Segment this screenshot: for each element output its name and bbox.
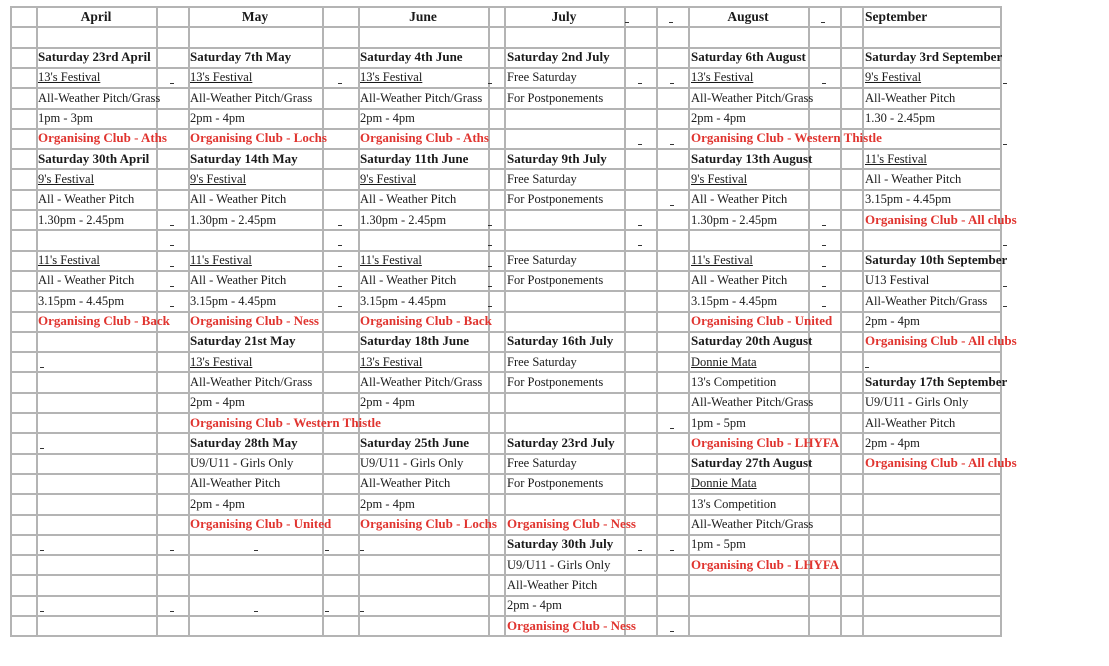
may-event-name: 11's Festival	[190, 253, 252, 268]
july-schedule-text: Free Saturday	[507, 253, 577, 268]
september-schedule-text: U13 Festival	[865, 273, 930, 288]
cell-marker	[822, 225, 826, 226]
august-schedule-text: 13's Competition	[691, 374, 777, 389]
may-schedule-text: All - Weather Pitch	[190, 192, 287, 207]
cell-marker	[488, 286, 492, 287]
month-header-september: September	[865, 9, 928, 24]
july-schedule-text: Free Saturday	[507, 354, 577, 369]
april-organising-club: Organising Club - Aths	[38, 130, 167, 146]
cell-marker	[488, 266, 492, 267]
grid-column-line	[688, 6, 690, 637]
grid-row-line	[10, 108, 1002, 110]
cell-marker	[488, 225, 492, 226]
may-fixture-date: Saturday 7th May	[190, 49, 292, 65]
july-organising-club: Organising Club - Ness	[507, 516, 636, 531]
april-fixture-date: Saturday 23rd April	[38, 49, 151, 65]
cell-marker	[488, 83, 492, 84]
june-schedule-text: All-Weather Pitch	[360, 476, 451, 491]
september-organising-club: Organising Club - All clubs	[865, 333, 1017, 349]
july-schedule-text: For Postponements	[507, 273, 604, 288]
july-fixture-date: Saturday 30th July	[507, 536, 614, 552]
cell-marker	[822, 306, 826, 307]
cell-marker	[338, 286, 342, 287]
grid-row-line	[10, 595, 1002, 597]
grid-row-line	[10, 250, 1002, 252]
june-schedule-text: All - Weather Pitch	[360, 273, 457, 288]
grid-row-line	[10, 432, 1002, 434]
august-fixture-date: Saturday 13th August	[691, 150, 813, 166]
grid-row-line	[10, 168, 1002, 170]
cell-marker	[488, 245, 492, 246]
april-schedule-text: All - Weather Pitch	[38, 273, 135, 288]
cell-marker	[638, 245, 642, 246]
august-schedule-text: All - Weather Pitch	[691, 273, 788, 288]
september-event-name: 9's Festival	[865, 70, 922, 85]
september-schedule-text: All-Weather Pitch/Grass	[865, 293, 988, 308]
grid-column-line	[656, 6, 658, 637]
july-schedule-text: Free Saturday	[507, 70, 577, 85]
cell-marker	[822, 266, 826, 267]
grid-column-line	[840, 6, 842, 637]
month-header-may: May	[241, 9, 269, 24]
may-event-name: 13's Festival	[190, 354, 253, 369]
cell-marker	[40, 550, 44, 551]
september-schedule-text: All-Weather Pitch	[865, 415, 956, 430]
june-organising-club: Organising Club - Aths	[360, 130, 489, 146]
grid-row-line	[10, 493, 1002, 495]
cell-marker	[1003, 306, 1007, 307]
cell-marker	[488, 306, 492, 307]
june-event-name: 11's Festival	[360, 253, 422, 268]
may-schedule-text: All - Weather Pitch	[190, 273, 287, 288]
cell-marker	[170, 286, 174, 287]
april-organising-club: Organising Club - Back	[38, 313, 170, 328]
grid-row-line	[10, 290, 1002, 292]
june-schedule-text: 2pm - 4pm	[360, 395, 415, 410]
cell-marker	[170, 266, 174, 267]
cell-marker	[822, 245, 826, 246]
august-schedule-text: 1pm - 5pm	[691, 415, 746, 430]
june-event-name: 13's Festival	[360, 354, 423, 369]
cell-marker	[170, 611, 174, 612]
cell-marker	[338, 83, 342, 84]
cell-marker	[669, 22, 673, 23]
september-fixture-date: Saturday 17th September	[865, 373, 1008, 389]
grid-row-line	[10, 371, 1002, 373]
june-schedule-text: 2pm - 4pm	[360, 496, 415, 511]
may-schedule-text: All-Weather Pitch/Grass	[190, 90, 313, 105]
cell-marker	[170, 306, 174, 307]
june-event-name: 13's Festival	[360, 70, 423, 85]
september-schedule-text: 2pm - 4pm	[865, 314, 920, 328]
august-organising-club: Organising Club - LHYFA	[691, 434, 840, 450]
cell-marker	[170, 225, 174, 226]
cell-marker	[670, 83, 674, 84]
august-schedule-text: All-Weather Pitch/Grass	[691, 90, 814, 105]
july-fixture-date: Saturday 9th July	[507, 150, 607, 166]
june-organising-club: Organising Club - Back	[360, 313, 492, 328]
cell-marker	[338, 225, 342, 226]
month-header-july: July	[551, 9, 577, 24]
cell-marker	[638, 83, 642, 84]
april-event-name: 13's Festival	[38, 70, 101, 85]
grid-row-line	[10, 351, 1002, 353]
may-schedule-text: 3.15pm - 4.45pm	[190, 293, 277, 308]
may-organising-club: Organising Club - Lochs	[190, 130, 327, 146]
august-schedule-text: 13's Competition	[691, 496, 777, 511]
may-fixture-date: Saturday 28th May	[190, 434, 298, 450]
june-schedule-text: All-Weather Pitch/Grass	[360, 90, 483, 105]
july-schedule-text: For Postponements	[507, 374, 604, 389]
june-schedule-text: 1.30pm - 2.45pm	[360, 212, 447, 227]
august-schedule-text: All - Weather Pitch	[691, 192, 788, 207]
may-schedule-text: All-Weather Pitch	[190, 476, 281, 491]
grid-row-line	[10, 412, 1002, 414]
cell-marker	[638, 144, 642, 145]
grid-row-line	[10, 47, 1002, 49]
may-fixture-date: Saturday 21st May	[190, 333, 296, 349]
july-schedule-text: All-Weather Pitch	[507, 577, 598, 592]
grid-row-line	[10, 148, 1002, 150]
august-schedule-text: 1pm - 5pm	[691, 537, 746, 552]
july-fixture-date: Saturday 2nd July	[507, 49, 610, 65]
grid-row-line	[10, 514, 1002, 516]
september-organising-club: Organising Club - All clubs	[865, 211, 1017, 227]
september-fixture-date: Saturday 3rd September	[865, 49, 1003, 65]
may-schedule-text: All-Weather Pitch/Grass	[190, 374, 313, 389]
grid-row-line	[10, 189, 1002, 191]
cell-marker	[40, 611, 44, 612]
cell-marker	[638, 550, 642, 551]
grid-row-line	[10, 534, 1002, 536]
june-fixture-date: Saturday 25th June	[360, 434, 470, 450]
july-schedule-text: For Postponements	[507, 90, 604, 105]
grid-column-line	[624, 6, 626, 637]
cell-marker	[338, 266, 342, 267]
grid-row-line	[10, 574, 1002, 576]
june-schedule-text: 2pm - 4pm	[360, 111, 415, 125]
month-header-august: August	[727, 9, 769, 24]
june-event-name: 9's Festival	[360, 171, 417, 186]
may-organising-club: Organising Club - Ness	[190, 313, 319, 328]
august-organising-club: Organising Club - LHYFA	[691, 556, 840, 572]
cell-marker	[822, 83, 826, 84]
cell-marker	[254, 611, 258, 612]
june-schedule-text: All-Weather Pitch/Grass	[360, 374, 483, 389]
august-organising-club: Organising Club - Western Thistle	[691, 130, 882, 146]
may-schedule-text: U9/U11 - Girls Only	[190, 456, 294, 471]
cell-marker	[1003, 83, 1007, 84]
april-schedule-text: All - Weather Pitch	[38, 192, 135, 207]
may-schedule-text: 2pm - 4pm	[190, 111, 245, 125]
may-organising-club: Organising Club - United	[190, 516, 332, 531]
cell-marker	[1003, 245, 1007, 246]
august-fixture-date: Saturday 6th August	[691, 49, 806, 65]
cell-marker	[338, 245, 342, 246]
april-schedule-text: 1pm - 3pm	[38, 111, 93, 125]
cell-marker	[670, 205, 674, 206]
cell-marker	[670, 144, 674, 145]
cell-marker	[1003, 144, 1007, 145]
august-event-name: 9's Festival	[691, 171, 748, 186]
june-schedule-text: All - Weather Pitch	[360, 192, 457, 207]
cell-marker	[360, 550, 364, 551]
grid-row-line	[10, 635, 1002, 637]
august-schedule-text: All-Weather Pitch/Grass	[691, 395, 814, 410]
august-event-name: 13's Festival	[691, 70, 754, 85]
august-schedule-text: 2pm - 4pm	[691, 111, 746, 125]
may-event-name: 9's Festival	[190, 171, 247, 186]
september-schedule-text: 2pm - 4pm	[865, 435, 920, 450]
august-fixture-date: Saturday 20th August	[691, 333, 813, 349]
grid-column-line	[322, 6, 324, 637]
grid-row-line	[10, 209, 1002, 211]
july-schedule-text: Free Saturday	[507, 171, 577, 186]
grid-row-line	[10, 473, 1002, 475]
cell-marker	[670, 428, 674, 429]
april-schedule-text: 1.30pm - 2.45pm	[38, 212, 125, 227]
cell-marker	[254, 550, 258, 551]
grid-row-line	[10, 270, 1002, 272]
cell-marker	[625, 22, 629, 23]
july-schedule-text: U9/U11 - Girls Only	[507, 557, 611, 572]
september-schedule-text: 1.30 - 2.45pm	[865, 111, 936, 125]
grid-row-line	[10, 554, 1002, 556]
may-schedule-text: 2pm - 4pm	[190, 496, 245, 511]
september-organising-club: Organising Club - All clubs	[865, 455, 1017, 471]
grid-row-line	[10, 615, 1002, 617]
cell-marker	[40, 367, 44, 368]
july-fixture-date: Saturday 16th July	[507, 333, 614, 349]
grid-row-line	[10, 392, 1002, 394]
cell-marker	[338, 306, 342, 307]
cell-marker	[170, 83, 174, 84]
cell-marker	[1003, 286, 1007, 287]
september-schedule-text: All - Weather Pitch	[865, 171, 962, 186]
grid-row-line	[10, 67, 1002, 69]
august-schedule-text: 1.30pm - 2.45pm	[691, 212, 778, 227]
july-schedule-text: Free Saturday	[507, 456, 577, 471]
july-schedule-text: 2pm - 4pm	[507, 598, 562, 613]
september-schedule-text: 3.15pm - 4.45pm	[865, 192, 952, 207]
june-schedule-text: U9/U11 - Girls Only	[360, 456, 464, 471]
april-event-name: 11's Festival	[38, 253, 100, 268]
cell-marker	[170, 550, 174, 551]
may-fixture-date: Saturday 14th May	[190, 150, 298, 166]
september-fixture-date: Saturday 10th September	[865, 252, 1008, 268]
cell-marker	[638, 225, 642, 226]
month-header-june: June	[409, 9, 437, 24]
month-header-april: April	[80, 9, 112, 24]
april-fixture-date: Saturday 30th April	[38, 150, 150, 166]
july-fixture-date: Saturday 23rd July	[507, 434, 615, 450]
june-fixture-date: Saturday 11th June	[360, 150, 469, 166]
cell-marker	[865, 367, 869, 368]
june-fixture-date: Saturday 18th June	[360, 333, 470, 349]
august-schedule-text: All-Weather Pitch/Grass	[691, 517, 814, 531]
grid-row-line	[10, 453, 1002, 455]
may-organising-club: Organising Club - Western Thistle	[190, 414, 381, 430]
cell-marker	[821, 22, 825, 23]
grid-column-line	[862, 6, 864, 637]
august-schedule-text: 3.15pm - 4.45pm	[691, 293, 778, 308]
april-event-name: 9's Festival	[38, 171, 95, 186]
may-event-name: 13's Festival	[190, 70, 253, 85]
cell-marker	[822, 286, 826, 287]
may-schedule-text: 2pm - 4pm	[190, 395, 245, 410]
cell-marker	[325, 550, 329, 551]
july-schedule-text: For Postponements	[507, 192, 604, 207]
cell-marker	[170, 245, 174, 246]
july-schedule-text: For Postponements	[507, 476, 604, 491]
april-schedule-text: 3.15pm - 4.45pm	[38, 293, 125, 308]
cell-marker	[670, 631, 674, 632]
cell-marker	[40, 448, 44, 449]
september-event-name: 11's Festival	[865, 151, 927, 166]
grid-column-line	[10, 6, 12, 637]
august-event-name: 11's Festival	[691, 253, 753, 268]
grid-row-line	[10, 229, 1002, 231]
may-schedule-text: 1.30pm - 2.45pm	[190, 212, 277, 227]
cell-marker	[360, 611, 364, 612]
june-fixture-date: Saturday 4th June	[360, 49, 463, 65]
september-schedule-text: All-Weather Pitch	[865, 90, 956, 105]
grid-column-line	[1000, 6, 1002, 637]
august-fixture-date: Saturday 27th August	[691, 455, 813, 471]
april-schedule-text: All-Weather Pitch/Grass	[38, 90, 161, 105]
cell-marker	[325, 611, 329, 612]
august-organising-club: Organising Club - United	[691, 313, 833, 328]
grid-column-line	[504, 6, 506, 637]
june-schedule-text: 3.15pm - 4.45pm	[360, 293, 447, 308]
cell-marker	[670, 550, 674, 551]
august-event-name: Donnie Mata	[691, 354, 757, 369]
august-event-name: Donnie Mata	[691, 476, 757, 491]
september-schedule-text: U9/U11 - Girls Only	[865, 395, 969, 410]
july-organising-club: Organising Club - Ness	[507, 617, 636, 633]
grid-row-line	[10, 331, 1002, 333]
june-organising-club: Organising Club - Lochs	[360, 516, 497, 531]
